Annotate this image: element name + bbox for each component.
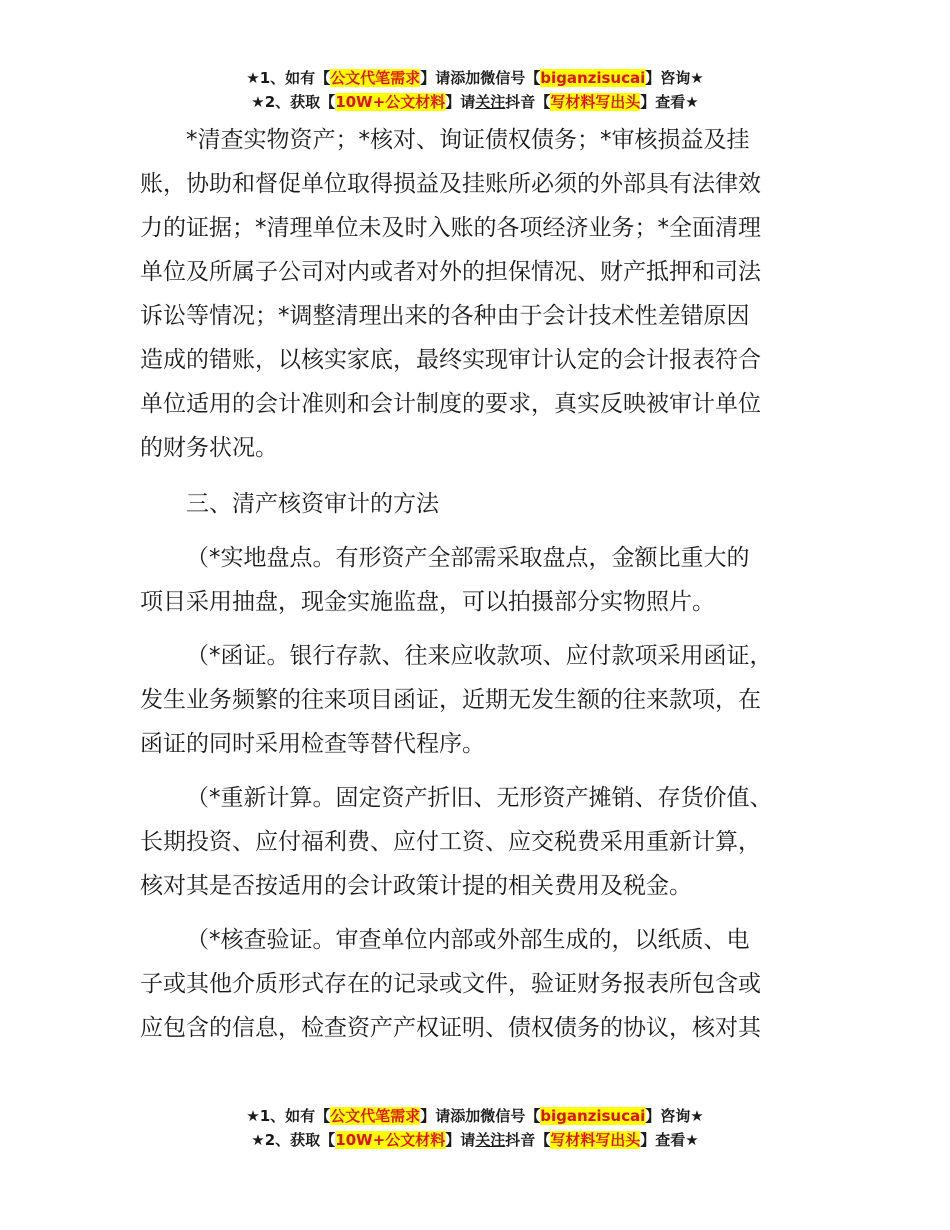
text-line: 函证的同时采用检查等替代程序。 [140, 731, 485, 757]
footer-line-1-suffix: 】咨询★ [645, 1107, 704, 1125]
paragraph-2 [140, 536, 830, 624]
text-line: 子或其他介质形式存在的记录或文件，验证财务报表所包含或 [140, 971, 761, 997]
footer-line-2-prefix: ★2、获取【 [251, 1131, 336, 1149]
text-line: 账，协助和督促单位取得损益及挂账所必须的外部具有法律效 [140, 171, 761, 197]
text-line: 力的证据；*清理单位未及时入账的各项经济业务；*全面清理 [140, 215, 761, 241]
header-line-2-underlined: 关注 [475, 93, 506, 111]
header-line-1 [0, 66, 950, 90]
header-line-2-mid-b: 抖音【 [505, 93, 551, 111]
text-line: 造成的错账，以核实家底，最终实现审计认定的会计报表符合 [140, 347, 761, 373]
header-highlight-materials: 10W+公文材料 [335, 93, 446, 111]
text-line: （*函证。银行存款、往来应收款项、应付款项采用函证， [186, 643, 773, 669]
header-highlight-service: 公文代笔需求 [330, 69, 421, 87]
header-highlight-wechat: biganzisucai [540, 69, 646, 87]
header-line-1-suffix: 】咨询★ [645, 69, 704, 87]
text-line: 单位适用的会计准则和会计制度的要求，真实反映被审计单位 [140, 391, 761, 417]
paragraph-4 [140, 776, 830, 908]
paragraph-1 [140, 118, 830, 470]
section-heading: 三、清产核资审计的方法 [186, 491, 439, 517]
footer-highlight-materials: 10W+公文材料 [335, 1131, 446, 1149]
header-line-2-prefix: ★2、获取【 [251, 93, 336, 111]
header-line-1-mid: 】请添加微信号【 [420, 69, 541, 87]
footer-banner [0, 1104, 950, 1152]
paragraph-5 [140, 918, 830, 1050]
paragraph-3 [140, 634, 830, 766]
header-line-1-prefix: ★1、如有【 [246, 69, 331, 87]
footer-line-2-suffix: 】查看★ [640, 1131, 699, 1149]
text-line: 核对其是否按适用的会计政策计提的相关费用及税金。 [140, 873, 692, 899]
text-line: *清查实物资产；*核对、询证债权债务；*审核损益及挂 [186, 127, 750, 153]
header-banner [0, 66, 950, 114]
text-line: 诉讼等情况；*调整清理出来的各种由于会计技术性差错原因 [140, 303, 750, 329]
footer-line-2-mid-b: 抖音【 [505, 1131, 551, 1149]
footer-highlight-douyin: 写材料写出头 [550, 1131, 641, 1149]
header-line-2 [0, 90, 950, 114]
text-line: 发生业务频繁的往来项目函证，近期无发生额的往来款项，在 [140, 687, 761, 713]
text-line: （*核查验证。审查单位内部或外部生成的，以纸质、电 [186, 927, 750, 953]
text-line: 的财务状况。 [140, 435, 278, 461]
footer-line-2 [0, 1128, 950, 1152]
header-highlight-douyin: 写材料写出头 [550, 93, 641, 111]
footer-line-1 [0, 1104, 950, 1128]
footer-line-2-underlined: 关注 [475, 1131, 506, 1149]
text-line: （*重新计算。固定资产折旧、无形资产摊销、存货价值、 [186, 785, 773, 811]
header-line-2-suffix: 】查看★ [640, 93, 699, 111]
footer-line-2-mid-a: 】请 [445, 1131, 476, 1149]
document-body [140, 118, 830, 1050]
footer-line-1-mid: 】请添加微信号【 [420, 1107, 541, 1125]
text-line: 应包含的信息，检查资产产权证明、债权债务的协议，核对其 [140, 1015, 761, 1041]
footer-highlight-service: 公文代笔需求 [330, 1107, 421, 1125]
header-line-2-mid-a: 】请 [445, 93, 476, 111]
text-line: 项目采用抽盘，现金实施监盘，可以拍摄部分实物照片。 [140, 589, 715, 615]
text-line: （*实地盘点。有形资产全部需采取盘点，金额比重大的 [186, 545, 750, 571]
footer-line-1-prefix: ★1、如有【 [246, 1107, 331, 1125]
footer-highlight-wechat: biganzisucai [540, 1107, 646, 1125]
text-line: 长期投资、应付福利费、应付工资、应交税费采用重新计算， [140, 829, 761, 855]
text-line: 单位及所属子公司对内或者对外的担保情况、财产抵押和司法 [140, 259, 761, 285]
